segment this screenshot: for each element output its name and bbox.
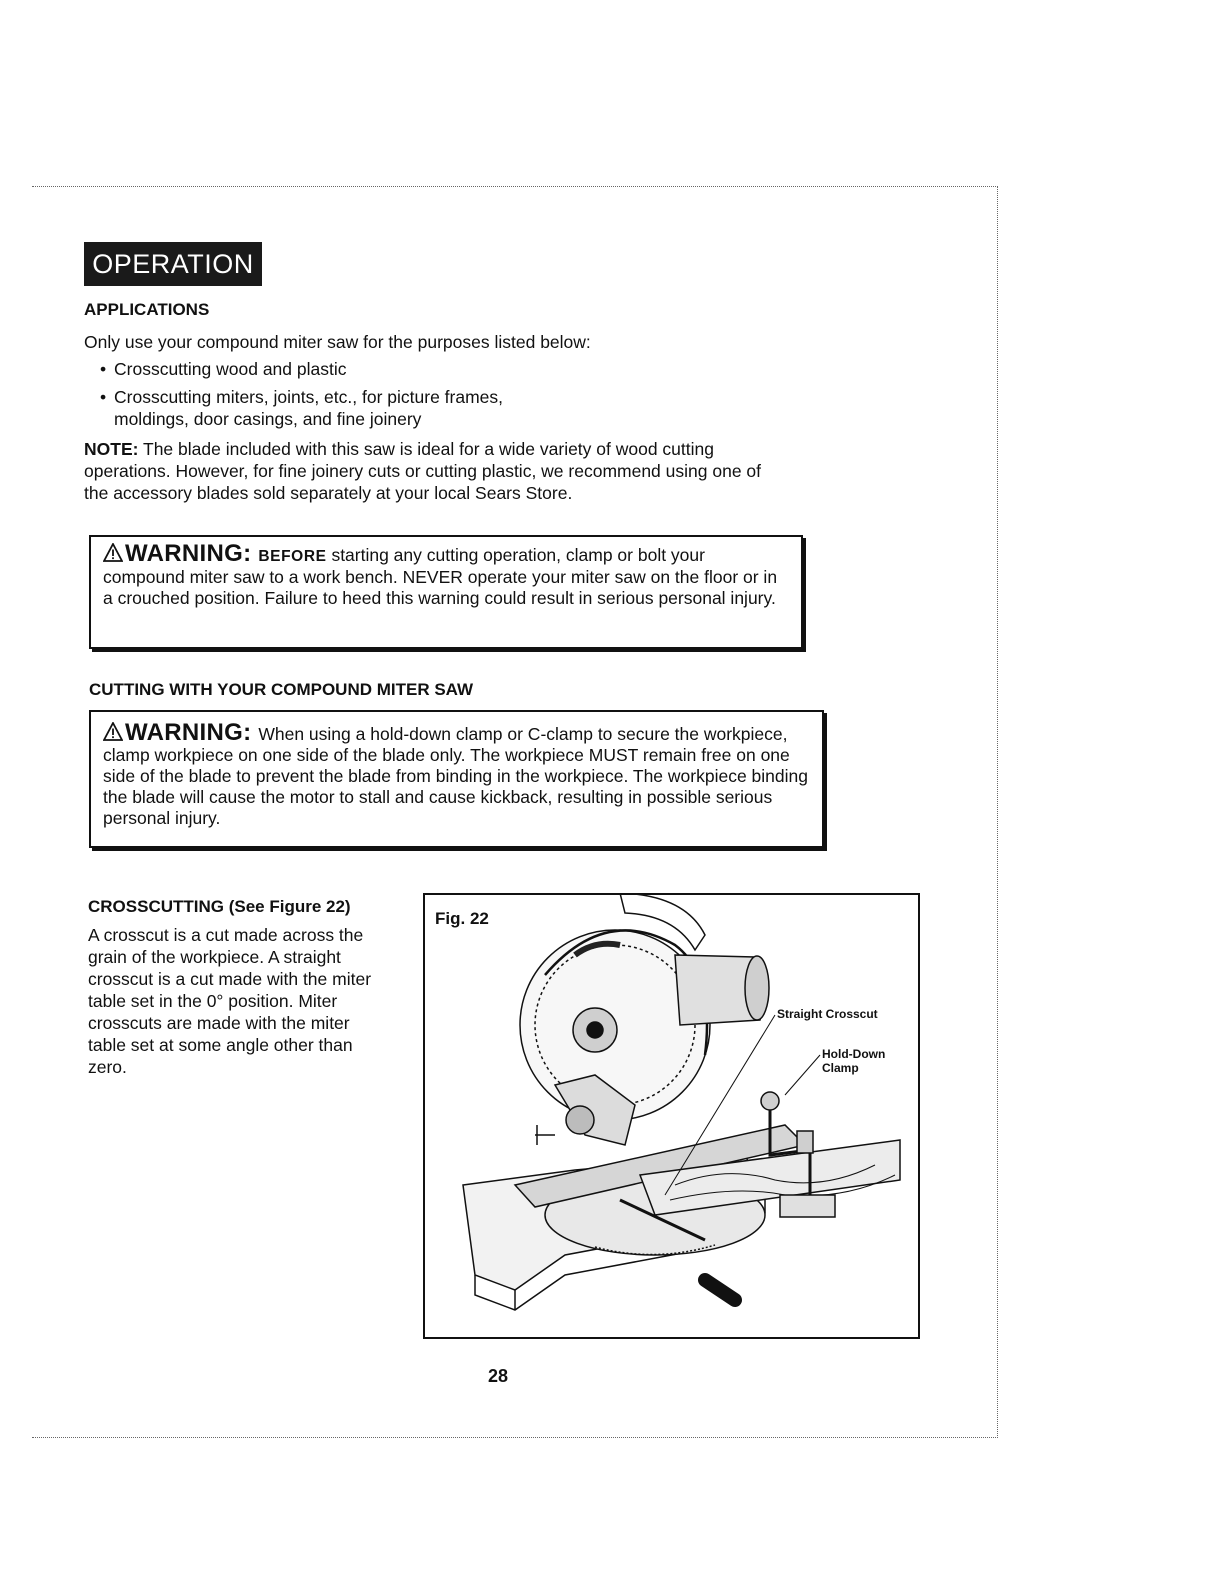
list-item	[100, 386, 503, 430]
warning-box-clamp	[89, 710, 824, 848]
note-label: NOTE:	[84, 439, 139, 459]
figure-label: Fig. 22	[435, 909, 489, 928]
callout-line: Hold-Down	[822, 1047, 886, 1061]
list-item-text: • Crosscutting miters, joints, etc., for picture frames,	[114, 387, 504, 407]
callout-line: Clamp	[822, 1061, 859, 1075]
list-item	[100, 358, 503, 380]
miter-saw-illustration	[425, 895, 920, 1339]
applications-heading: APPLICATIONS	[84, 300, 210, 319]
page-border-top	[32, 186, 998, 187]
applications-list	[100, 358, 503, 436]
warning-heading	[103, 719, 258, 746]
warning-label: WARNING:	[125, 719, 252, 746]
warning-triangle-icon	[103, 543, 123, 562]
clamp-leader	[785, 1055, 820, 1095]
callout-hold-down-clamp	[822, 1047, 885, 1075]
list-item-text: Crosscutting wood and plastic	[114, 359, 347, 379]
warning-lead: BEFORE	[258, 548, 327, 565]
callout-straight-crosscut: Straight Crosscut	[777, 1007, 878, 1021]
miter-handle	[705, 1280, 735, 1300]
crosscutting-text: A crosscut is a cut made across the grain of the workpiece. A straight crosscut is a cut made with the miter table set in the 0° position. Miter crosscuts are made with the miter table set at some angle other than zero.	[88, 925, 372, 1077]
warning-text: starting any cutting operation, clamp or bolt your compound miter saw to a work bench. NEVER operate your miter saw on the floor or in a crouched position. Failure to heed this warning could result in serious personal injury.	[103, 545, 778, 608]
page-border-right	[997, 186, 998, 1438]
warning-triangle-icon	[103, 722, 123, 741]
note-text: The blade included with this saw is ideal for a wide variety of wood cutting operations. However, for fine joinery cuts or cutting plastic, we recommend using one of the accessory blades sold separately at your local Sears Store.	[84, 439, 762, 503]
page-border-bottom	[32, 1437, 998, 1438]
warning-text: When using a hold-down clamp or C-clamp to secure the workpiece, clamp workpiece on one side of the blade only. The workpiece MUST remain free on one side of the blade to prevent the blade from binding in the workpiece. The workpiece binding the blade will cause the motor to stall and cause kickback, resulting in possible serious personal injury.	[103, 724, 808, 828]
page-number: 28	[488, 1366, 509, 1386]
section-title-badge: OPERATION	[84, 242, 262, 286]
applications-intro: Only use your compound miter saw for the purposes listed below:	[84, 332, 591, 352]
crosscutting-heading: CROSSCUTTING (See Figure 22)	[88, 897, 351, 916]
note-paragraph	[84, 438, 768, 504]
list-item-text-continued: moldings, door casings, and fine joinery	[114, 409, 422, 429]
warning-heading	[103, 540, 258, 567]
warning-box-bench	[89, 535, 803, 649]
warning-label: WARNING:	[125, 540, 252, 567]
figure-22	[423, 893, 920, 1339]
cutting-heading: CUTTING WITH YOUR COMPOUND MITER SAW	[89, 680, 474, 699]
